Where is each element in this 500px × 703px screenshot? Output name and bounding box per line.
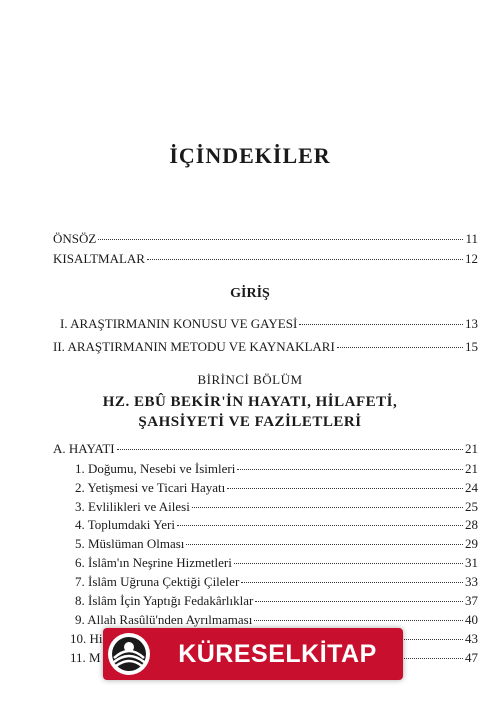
leader-dots — [234, 562, 463, 564]
toc-entry-page: 29 — [465, 536, 478, 551]
toc-entry-page: 24 — [465, 480, 478, 495]
toc-entry-label: I. ARAŞTIRMANIN KONUSU VE GAYESİ — [60, 316, 298, 331]
part-title-line-1: HZ. EBÛ BEKİR'İN HAYATI, HİLAFETİ, — [102, 394, 398, 410]
toc-entry — [75, 592, 478, 610]
toc-entry-page: 13 — [465, 316, 478, 331]
toc-entry-label: KISALTMALAR — [53, 251, 145, 266]
toc-entry — [75, 460, 478, 478]
leader-dots — [255, 600, 463, 602]
toc-entry-kisaltmalar — [53, 250, 478, 268]
leader-dots — [186, 543, 463, 545]
toc-entry-label: 6. İslâm'ın Neşrine Hizmetleri — [75, 555, 232, 570]
toc-entry-page: 28 — [465, 517, 478, 532]
toc-entry-onsoz — [53, 230, 478, 248]
toc-entry — [75, 611, 478, 629]
globe-logo-icon — [106, 631, 152, 677]
toc-entry-page: 43 — [465, 631, 478, 646]
toc-entry — [75, 479, 478, 497]
toc-entry-label: 10. Hi — [70, 631, 103, 646]
toc-entry-label: A. HAYATI — [53, 441, 115, 456]
leader-dots — [337, 346, 463, 348]
toc-entry — [75, 573, 478, 591]
toc-entry-label: 1. Doğumu, Nesebi ve İsimleri — [75, 461, 236, 476]
leader-dots — [299, 323, 463, 325]
toc-entry-page: 37 — [465, 593, 478, 608]
toc-entry — [75, 516, 478, 534]
toc-entry-page: 25 — [465, 499, 478, 514]
toc-entry-page: 12 — [465, 251, 478, 266]
leader-dots — [192, 506, 463, 508]
watermark-banner — [103, 628, 403, 680]
leader-dots — [117, 448, 463, 450]
toc-entry — [75, 554, 478, 572]
toc-entry-page: 33 — [465, 574, 478, 589]
toc-entry — [75, 498, 478, 516]
toc-entry-label: 9. Allah Rasûlü'nden Ayrılmaması — [75, 612, 253, 627]
page-title: İÇİNDEKİLER — [169, 143, 331, 168]
toc-entry-label: II. ARAŞTIRMANIN METODU VE KAYNAKLARI — [53, 339, 335, 354]
toc-entry-page: 15 — [465, 339, 478, 354]
part-label: BİRİNCİ BÖLÜM — [197, 372, 303, 387]
leader-dots — [254, 619, 463, 621]
toc-entry-intro-2 — [53, 338, 478, 356]
toc-entry-label: 8. İslâm İçin Yaptığı Fedakârlıklar — [75, 593, 254, 608]
leader-dots — [237, 468, 463, 470]
toc-entry-page: 40 — [465, 612, 478, 627]
toc-entry-label: 2. Yetişmesi ve Ticari Hayatı — [75, 480, 226, 495]
intro-heading: GİRİŞ — [230, 286, 270, 301]
toc-entry — [75, 535, 478, 553]
toc-entry-label: 3. Evlilikleri ve Ailesi — [75, 499, 190, 514]
watermark-text: KÜRESELKİTAP — [178, 639, 377, 668]
toc-entry-page: 31 — [465, 555, 478, 570]
leader-dots — [147, 258, 463, 260]
leader-dots — [98, 238, 463, 240]
toc-entry-page: 11 — [465, 231, 478, 246]
toc-entry-intro-1 — [60, 315, 478, 333]
toc-entry-label: 4. Toplumdaki Yeri — [75, 517, 175, 532]
toc-entry-page: 21 — [465, 461, 478, 476]
toc-entry-label: 5. Müslüman Olması — [75, 536, 185, 551]
leader-dots — [227, 487, 463, 489]
toc-entry-label: 7. İslâm Uğruna Çektiği Çileler — [75, 574, 240, 589]
part-title-line-2: ŞAHSİYETİ VE FAZİLETLERİ — [138, 414, 362, 430]
leader-dots — [177, 524, 463, 526]
toc-entry-label: 11. M — [70, 650, 101, 665]
toc-entry-page: 47 — [465, 650, 478, 665]
toc-section-hayati — [53, 440, 478, 458]
leader-dots — [241, 581, 463, 583]
toc-entry-label: ÖNSÖZ — [53, 231, 97, 246]
toc-entry-page: 21 — [465, 441, 478, 456]
